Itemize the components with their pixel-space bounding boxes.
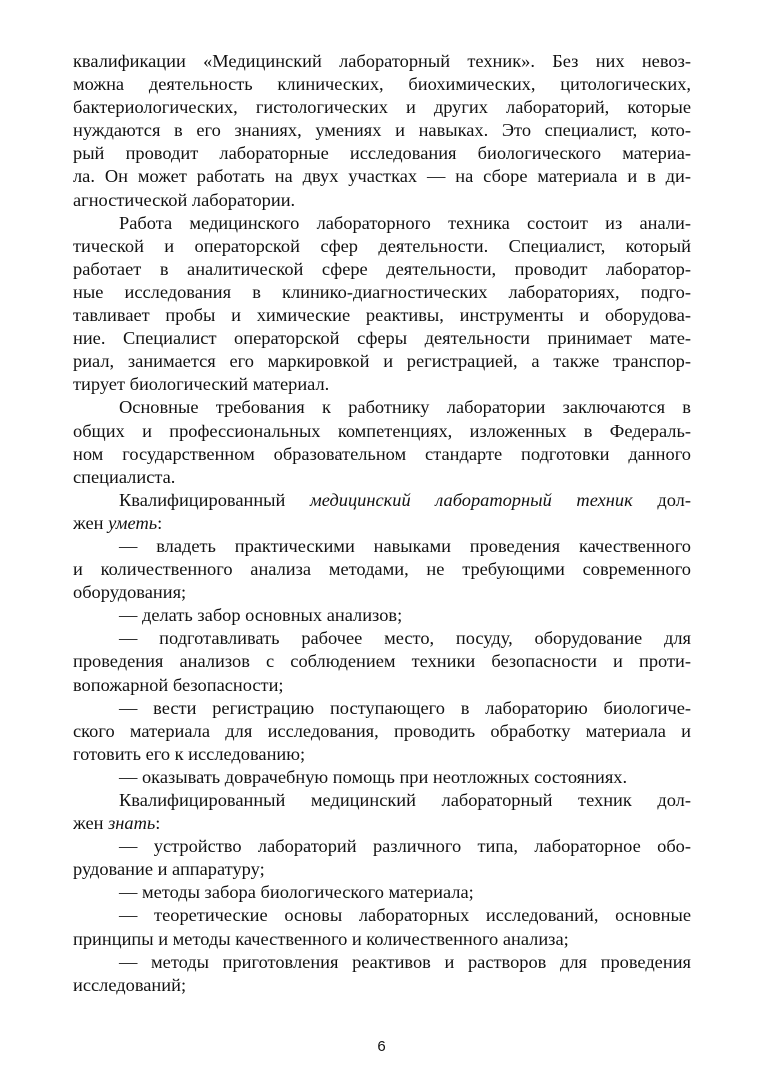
text-line: — делать забор основных анализов; [119, 605, 403, 626]
text-line: — оказывать доврачебную помощь при неотложных состояниях. [119, 766, 628, 787]
text-line: жен знать: [73, 813, 161, 834]
text-line: общих и профессиональных компетенциях, изложенных в Федераль- [73, 420, 691, 441]
list-item [73, 627, 691, 696]
text-line: можна деятельность клинических, биохимических, цитологических, [73, 74, 691, 95]
text-line: Работа медицинского лабораторного техника состоит из анали- [119, 212, 691, 233]
text-line: тической и операторской сфер деятельности. Специалист, который [73, 235, 691, 256]
italic-term: знать [108, 813, 156, 834]
text-line: — подготавливать рабочее место, посуду, оборудование для [119, 628, 691, 649]
list-item [73, 951, 691, 997]
text-line: бактериологических, гистологических и других лабораторий, которые [73, 97, 691, 118]
text-line: рудование и аппаратуру; [73, 859, 265, 880]
list-item [73, 535, 691, 604]
text-line: нуждаются в его знаниях, умениях и навыках. Это специалист, кото- [73, 120, 691, 141]
text-line: — вести регистрацию поступающего в лабораторию биологиче- [119, 697, 691, 718]
list-item [73, 766, 691, 789]
text-line: исследований; [73, 974, 187, 995]
paragraph [73, 50, 691, 212]
text-line: — владеть практическими навыками проведения качественного [119, 535, 691, 556]
text-line: ского материала для исследования, проводить обработку материала и [73, 720, 691, 741]
italic-term: медицинский лабораторный техник [310, 489, 633, 510]
text-line: специалиста. [73, 466, 176, 487]
text-line: и количественного анализа методами, не требующими современного [73, 559, 691, 580]
paragraph [73, 212, 691, 397]
text-line: ние. Специалист операторской сферы деятельности принимает мате- [73, 328, 691, 349]
text-line: ные исследования в клинико-диагностических лабораториях, подго- [73, 281, 691, 302]
umet-list [73, 535, 691, 789]
text-line: оборудования; [73, 582, 187, 603]
znat-intro [73, 789, 691, 835]
text-line: риал, занимается его маркировкой и регистрацией, а также транспор- [73, 351, 691, 372]
paragraph [73, 396, 691, 488]
list-item [73, 604, 691, 627]
umet-intro [73, 489, 691, 535]
page-body [73, 50, 691, 997]
list-item [73, 881, 691, 904]
text-line: — теоретические основы лабораторных исследований, основные [119, 905, 691, 926]
text-line: — устройство лабораторий различного типа, лабораторное обо- [119, 836, 691, 857]
italic-term: уметь [108, 512, 158, 533]
text-line: тавливает пробы и химические реактивы, инструменты и оборудова- [73, 305, 691, 326]
list-item [73, 835, 691, 881]
text-line: готовить его к исследованию; [73, 743, 306, 764]
text-line: вопожарной безопасности; [73, 674, 284, 695]
text-line: Квалифицированный медицинский лабораторный техник дол- [119, 790, 691, 810]
list-item [73, 697, 691, 766]
text-line: — методы забора биологического материала; [119, 882, 474, 903]
text-line: принципы и методы качественного и количественного анализа; [73, 928, 569, 949]
text-line: жен уметь: [73, 512, 163, 533]
list-item [73, 904, 691, 950]
text-line: тирует биологический материал. [73, 374, 330, 395]
znat-list [73, 835, 691, 997]
text-line: ном государственном образовательном стандарте подготовки данного [73, 443, 691, 464]
text-line: агностической лаборатории. [73, 189, 296, 210]
text-line: квалификации «Медицинский лабораторный техник». Без них невоз- [73, 51, 691, 71]
text-line: — методы приготовления реактивов и растворов для проведения [119, 951, 691, 972]
text-line: ла. Он может работать на двух участках — на сборе материала и в ди- [73, 166, 691, 187]
text-line: Основные требования к работнику лаборатории заключаются в [119, 397, 691, 418]
page-number: 6 [377, 1038, 386, 1055]
text-line: рый проводит лабораторные исследования биологического материа- [73, 143, 691, 164]
text-line: Квалифицированный медицинский лабораторный техник дол- [119, 489, 691, 510]
text-line: проведения анализов с соблюдением техники безопасности и проти- [73, 651, 691, 672]
text-line: работает в аналитической сфере деятельности, проводит лаборатор- [73, 258, 691, 279]
